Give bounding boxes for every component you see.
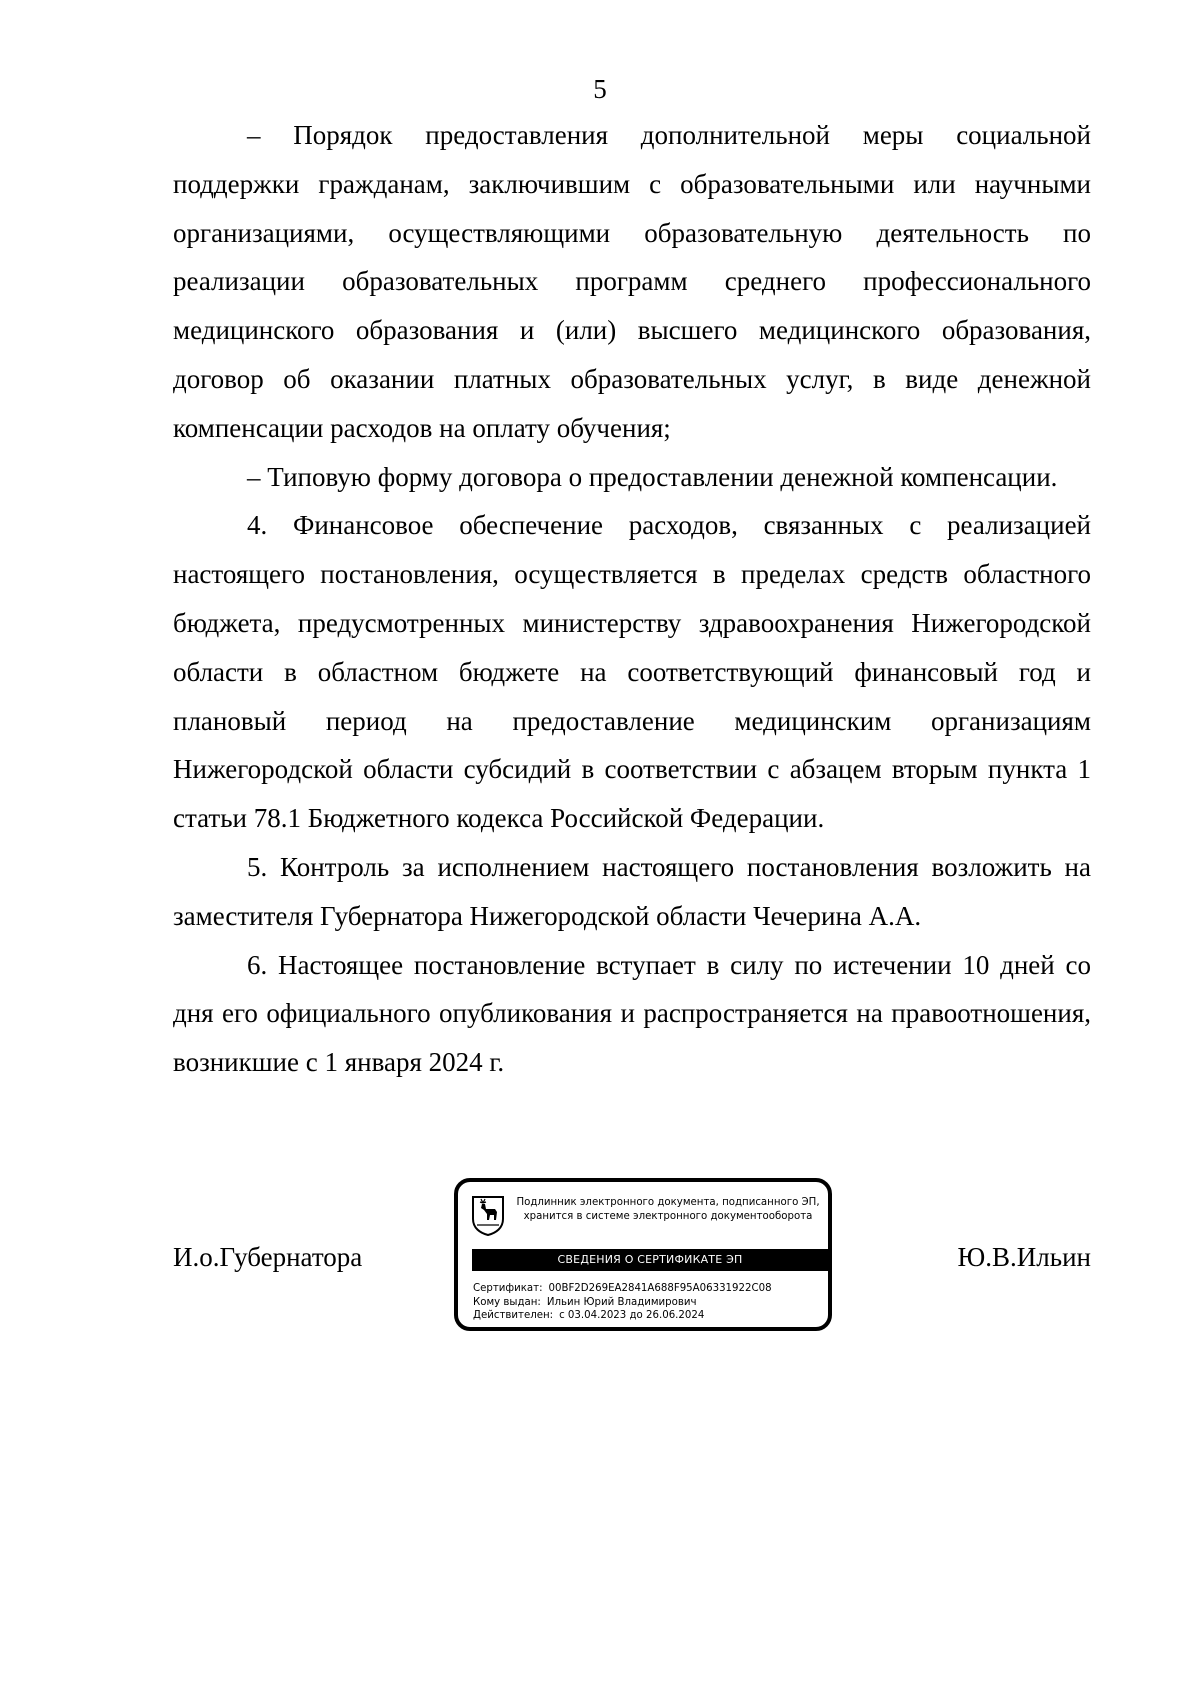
deer-coat-of-arms-icon (471, 1195, 505, 1237)
stamp-certificate-row (473, 1282, 823, 1296)
valid-label: Действителен: (473, 1310, 554, 1322)
certificate-label: Сертификат: (473, 1283, 543, 1294)
valid-value: с 03.04.2023 до 26.06.2024 (559, 1310, 705, 1322)
electronic-signature-stamp (454, 1178, 832, 1331)
issued-to-label: Кому выдан: (473, 1296, 541, 1308)
document-body (173, 111, 1091, 1087)
stamp-original-line-1: Подлинник электронного документа, подписанного ЭП, (516, 1197, 820, 1208)
paragraph-effective-date: 6. Настоящее постановление вступает в силу по истечении 10 дней со дня его официального опубликования и распространяется на правоотношения, возникшие с 1 января 2024 г. (173, 949, 1091, 1078)
paragraph-control: 5. Контроль за исполнением настоящего постановления возложить на заместителя Губернатора Нижегородской области Чечерина А.А. (173, 851, 1091, 931)
paragraph-financing: 4. Финансовое обеспечение расходов, связанных с реализацией настоящего постановления, осуществляется в пределах средств областного бюджета, предусмотренных министерству здравоохранения Нижегородской области в областном бюджете на соответствующий финансовый год и плановый период на предоставление медицинским организациям Нижегородской области субсидий в соответствии с абзацем вторым пункта 1 статьи 78.1 Бюджетного кодекса Российской Федерации. (173, 510, 1091, 834)
issued-to-value: Ильин Юрий Владимирович (546, 1296, 697, 1308)
certificate-value: 00BF2D269EA2841A688F95A06331922C08 (548, 1283, 772, 1294)
paragraph-procedure-item: – Порядок предоставления дополнительной меры социальной поддержки гражданам, заключившим с образовательными или научными организациями, осуществляющими образовательную деятельность по реализации образовательных программ среднего профессионального медицинского образования и (или) высшего медицинского образования, договор об оказании платных образовательных услуг, в виде денежной компенсации расходов на оплату обучения; (173, 120, 1091, 443)
signatory-name: Ю.В.Ильин (957, 1242, 1091, 1272)
stamp-certificate-details (473, 1282, 823, 1323)
stamp-original-line-2: хранится в системе электронного документооборота (523, 1210, 813, 1222)
stamp-issued-to-row (473, 1296, 823, 1310)
page-number: 5 (593, 74, 607, 104)
stamp-valid-row (473, 1309, 823, 1323)
stamp-certificate-banner: СВЕДЕНИЯ О СЕРТИФИКАТЕ ЭП (472, 1249, 828, 1271)
signatory-title: И.о.Губернатора (173, 1242, 363, 1272)
stamp-original-notice (512, 1196, 824, 1223)
paragraph-contract-form-item: – Типовую форму договора о предоставлении денежной компенсации. (247, 461, 1058, 492)
